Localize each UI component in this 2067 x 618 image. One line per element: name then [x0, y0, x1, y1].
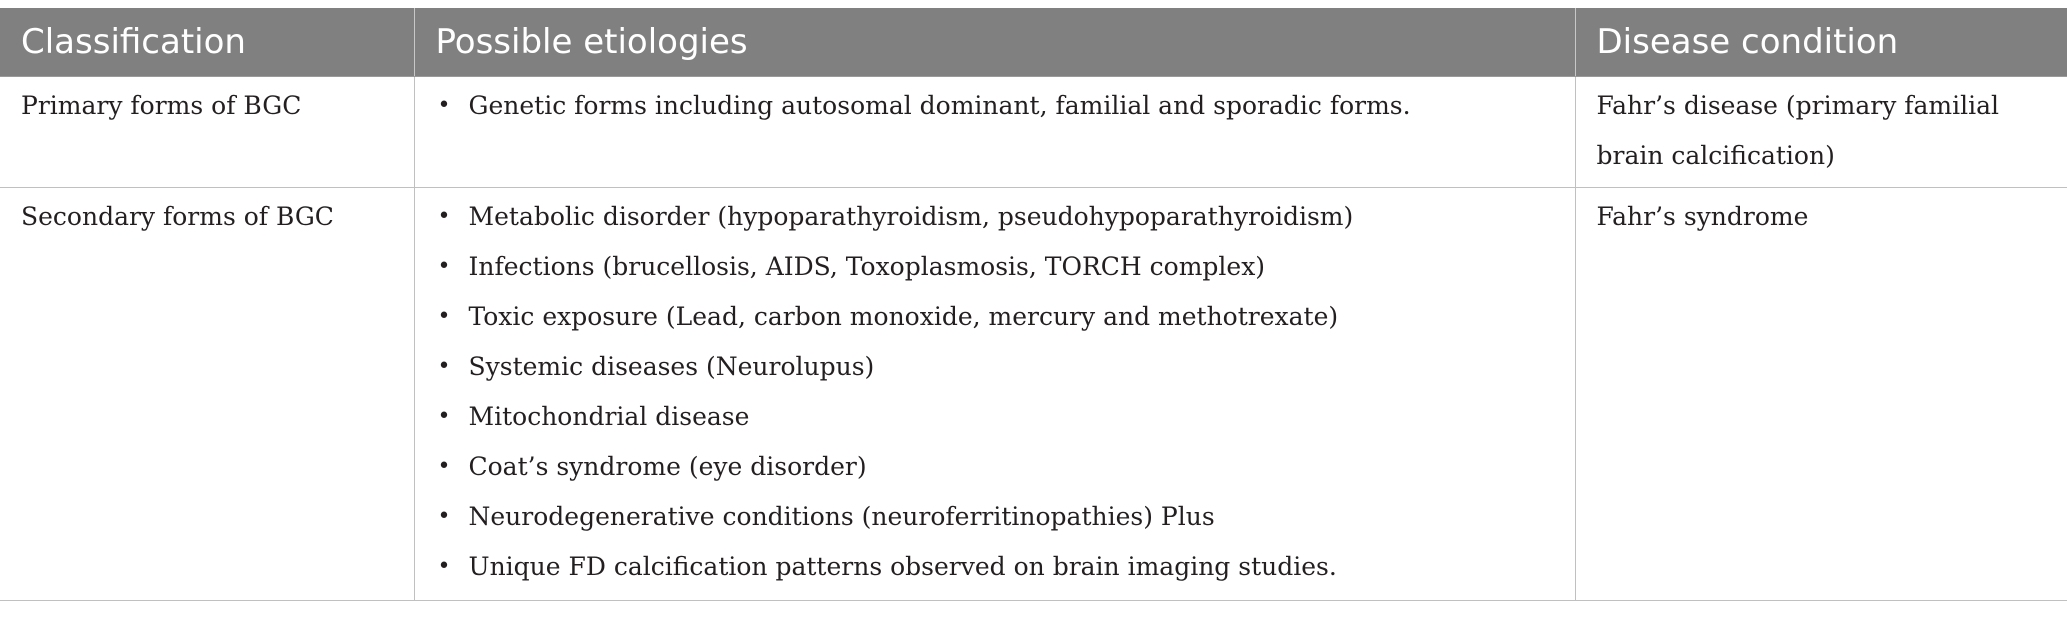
etiology-list [436, 81, 1565, 131]
etiology-text: Mitochondrial disease [468, 401, 750, 431]
bullet-icon: • [437, 203, 451, 229]
etiology-item [436, 81, 1565, 131]
bullet-icon: • [437, 503, 451, 529]
etiology-text: Neurodegenerative conditions (neuroferritinopathies) Plus [468, 501, 1215, 531]
cell-condition [1575, 76, 2067, 187]
header-etiologies: Possible etiologies [414, 8, 1575, 76]
bgc-classification-table [0, 8, 2067, 601]
etiology-item [436, 542, 1565, 592]
etiology-item [436, 492, 1565, 542]
bullet-icon: • [437, 403, 451, 429]
etiology-item [436, 292, 1565, 342]
header-condition: Disease condition [1575, 8, 2067, 76]
table-body [0, 76, 2067, 600]
bullet-icon: • [437, 253, 451, 279]
etiology-item [436, 192, 1565, 242]
etiology-text: Genetic forms including autosomal dominant, familial and sporadic forms. [468, 90, 1411, 120]
etiology-text: Infections (brucellosis, AIDS, Toxoplasmosis, TORCH complex) [468, 251, 1266, 281]
etiology-item [436, 342, 1565, 392]
cell-condition [1575, 187, 2067, 600]
etiology-item [436, 392, 1565, 442]
cell-etiologies [414, 187, 1575, 600]
bullet-icon: • [437, 353, 451, 379]
bullet-icon: • [437, 303, 451, 329]
etiology-item [436, 442, 1565, 492]
etiology-text: Unique FD calcification patterns observed on brain imaging studies. [468, 551, 1337, 581]
table-row [0, 76, 2067, 187]
etiology-text: Coat’s syndrome (eye disorder) [468, 451, 867, 481]
etiology-text: Systemic diseases (Neurolupus) [468, 351, 875, 381]
etiology-list [436, 192, 1565, 592]
table-header [0, 8, 2067, 76]
condition-text: Fahr’s disease (primary familial brain calcification) [1596, 90, 2000, 170]
etiology-item [436, 242, 1565, 292]
cell-classification: Secondary forms of BGC [0, 187, 414, 600]
table-row [0, 187, 2067, 600]
bullet-icon: • [437, 553, 451, 579]
etiology-text: Metabolic disorder (hypoparathyroidism, pseudohypoparathyroidism) [468, 201, 1354, 231]
header-classification: Classification [0, 8, 414, 76]
bullet-icon: • [437, 453, 451, 479]
bullet-icon: • [437, 92, 451, 118]
etiology-text: Toxic exposure (Lead, carbon monoxide, mercury and methotrexate) [468, 301, 1339, 331]
header-row [0, 8, 2067, 76]
condition-text: Fahr’s syndrome [1596, 201, 1809, 231]
cell-classification: Primary forms of BGC [0, 76, 414, 187]
cell-etiologies [414, 76, 1575, 187]
